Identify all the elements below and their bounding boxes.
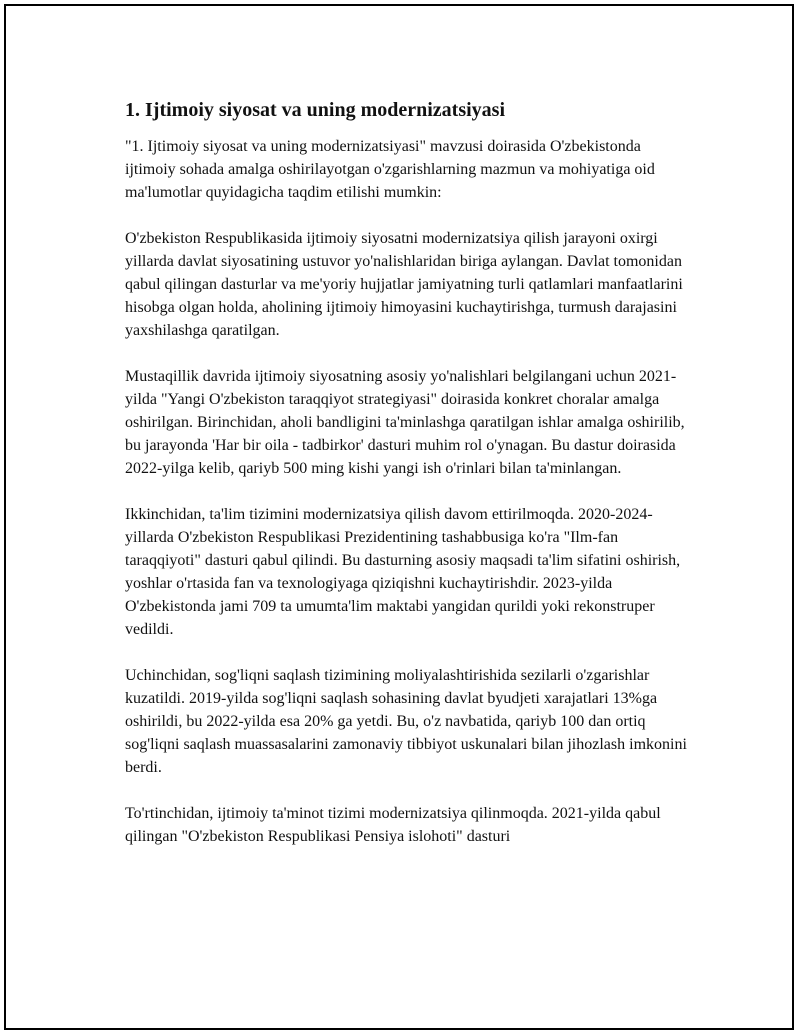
paragraph-healthcare: Uchinchidan, sog'liqni saqlash tizimining moliyalashtirishida sezilarli o'zgarishlar kuzatildi. 2019-yilda sog'liqni saqlash sohasining davlat byudjeti xarajatlari 13%ga oshirildi, bu 2022-yilda esa 20% ga yetdi. Bu, o'z navbatida, qariyb 100 dan ortiq sog'liqni saqlash muassasalarini zamonaviy tibbiyot uskunalari bilan jihozlash imkonini berdi. [125, 667, 687, 776]
paragraph-social-security: To'rtinchidan, ijtimoiy ta'minot tizimi modernizatsiya qilinmoqda. 2021-yilda qabul qilingan "O'zbekiston Respublikasi Pensiya islohoti" dasturi [125, 805, 661, 845]
document-body [125, 97, 695, 871]
paragraph-employment: Mustaqillik davrida ijtimoiy siyosatning asosiy yo'nalishlari belgilangani uchun 2021-yilda "Yangi O'zbekiston taraqqiyot strategiyasi" doirasida konkret choralar amalga oshirilgan. Birinchidan, aholi bandligini ta'minlashga qaratilgan ishlar amalga oshirilib, bu jarayonda 'Har bir oila - tadbirkor' dasturi muhim rol o'ynagan. Bu dastur doirasida 2022-yilga kelib, qariyb 500 ming kishi yangi ish o'rinlari bilan ta'minlangan. [125, 368, 685, 477]
document-title: 1. Ijtimoiy siyosat va uning modernizatsiyasi [125, 99, 506, 121]
paragraph-education: Ikkinchidan, ta'lim tizimini modernizatsiya qilish davom ettirilmoqda. 2020-2024-yillarda O'zbekiston Respublikasi Prezidentining tashabbusiga ko'ra "Ilm-fan taraqqiyoti" dasturi qabul qilindi. Bu dasturning asosiy maqsadi ta'lim sifatini oshirish, yoshlar o'rtasida fan va texnologiyaga qiziqishni kuchaytirishdir. 2023-yilda O'zbekistonda jami 709 ta umumta'lim maktabi yangidan qurildi yoki rekonstruper vedildi. [125, 506, 681, 638]
page-frame [4, 4, 794, 1030]
paragraph-intro: "1. Ijtimoiy siyosat va uning modernizatsiyasi" mavzusi doirasida O'zbekistonda ijtimoiy sohada amalga oshirilayotgan o'zgarishlarning mazmun va mohiyatiga oid ma'lumotlar quyidagicha taqdim etilishi mumkin: [125, 138, 655, 201]
paragraph-modernization: O'zbekiston Respublikasida ijtimoiy siyosatni modernizatsiya qilish jarayoni oxirgi yillarda davlat siyosatining ustuvor yo'nalishlaridan biriga aylangan. Davlat tomonidan qabul qilingan dasturlar va me'yoriy hujjatlar jamiyatning turli qatlamlari manfaatlarini hisobga olgan holda, aholining ijtimoiy himoyasini kuchaytirishga, turmush darajasini yaxshilashga qaratilgan. [125, 230, 683, 339]
